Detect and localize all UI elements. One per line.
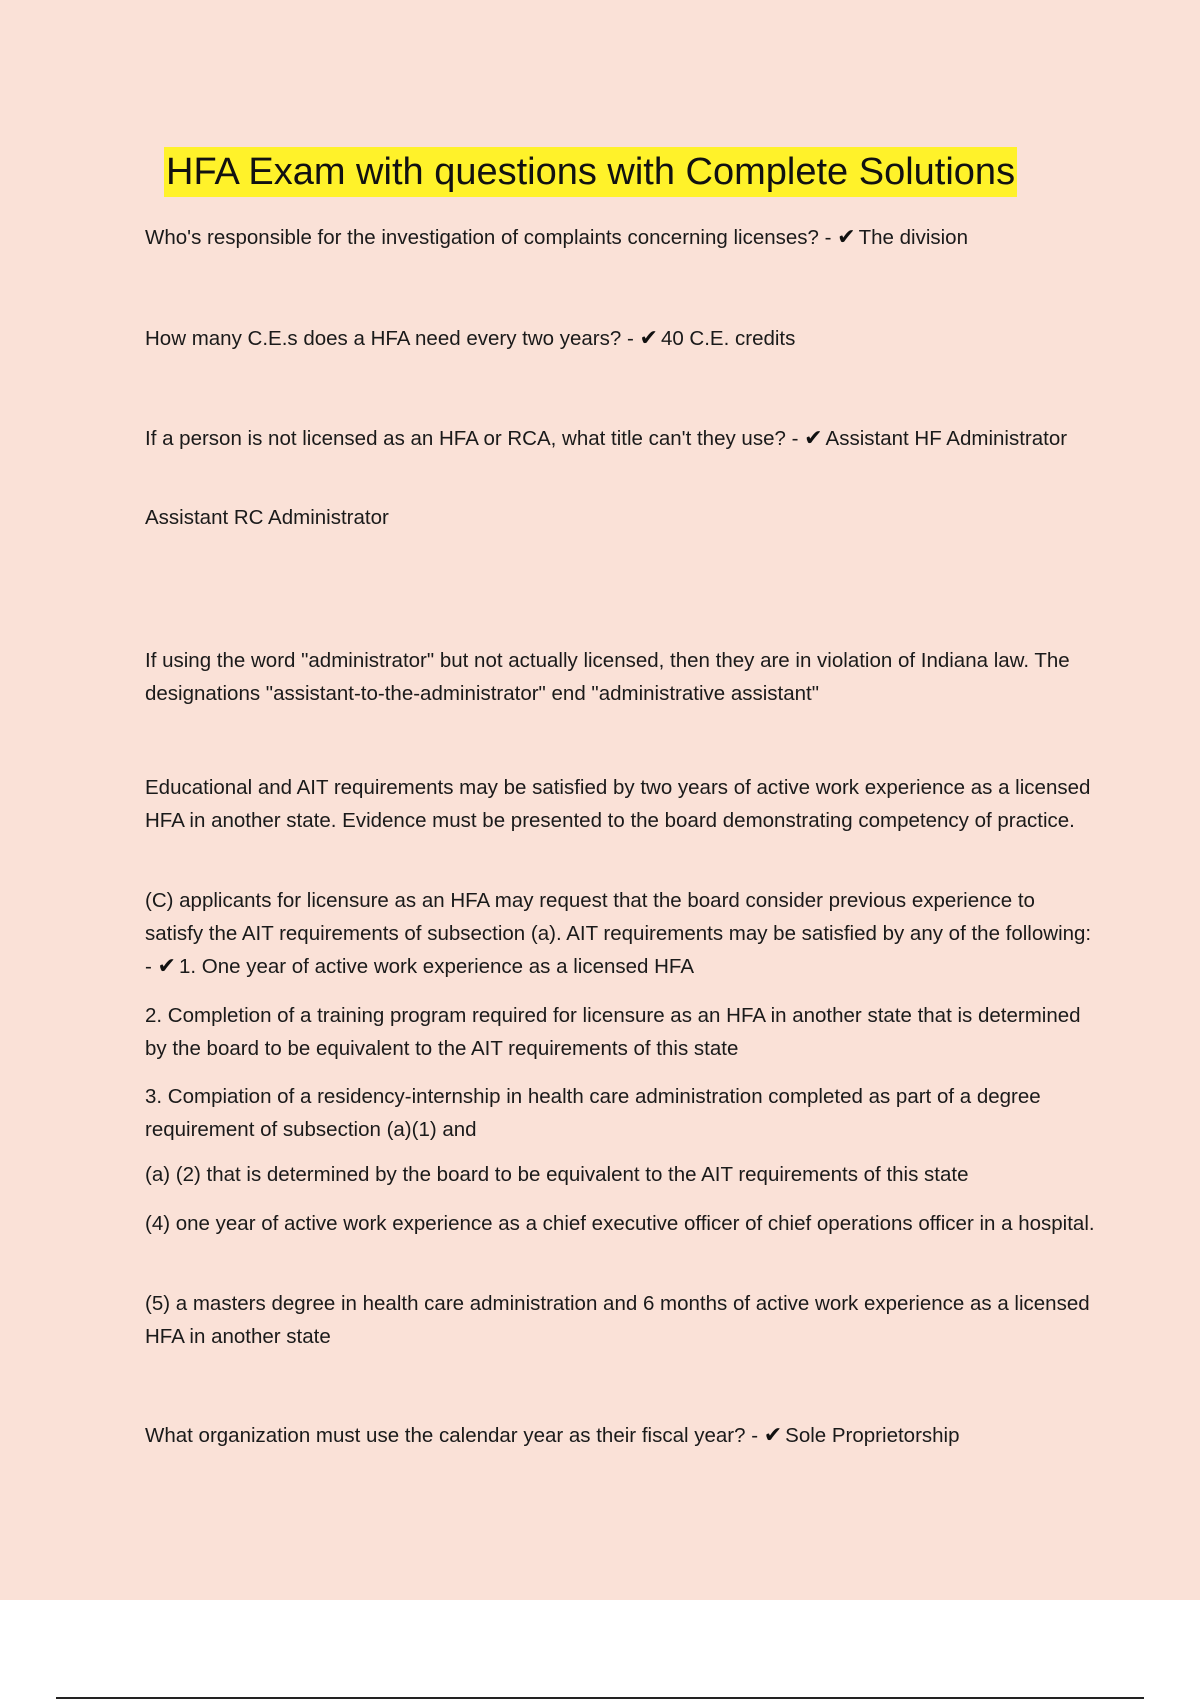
list-item-4: (4) one year of active work experience as a chief executive officer of chief operations officer in a hospital. xyxy=(145,1212,1095,1235)
qa-item-1 xyxy=(145,221,1095,255)
paragraph-educational: Educational and AIT requirements may be satisfied by two years of active work experience as a licensed HFA in another state. Evidence must be presented to the board demonstrating competency of practice. xyxy=(145,776,1091,832)
question-text: How many C.E.s does a HFA need every two years? - xyxy=(145,327,640,350)
question-text: If a person is not licensed as an HFA or RCA, what title can't they use? - xyxy=(145,427,805,450)
footer-divider xyxy=(56,1697,1144,1699)
question-text: Who's responsible for the investigation of complaints concerning licenses? - xyxy=(145,226,838,249)
question-text: (C) applicants for licensure as an HFA may request that the board consider previous experience to satisfy the AIT requirements of subsection (a). AIT requirements may be satisfied by any of the following: - xyxy=(145,889,1092,978)
list-item-a2: (a) (2) that is determined by the board to be equivalent to the AIT requirements of this state xyxy=(145,1163,969,1186)
answer-text: Sole Proprietorship xyxy=(785,1424,960,1447)
qa-item-last xyxy=(145,1419,1095,1453)
checkmark-icon: ✔ xyxy=(837,224,856,249)
page-title: HFA Exam with questions with Complete Solutions xyxy=(164,147,1017,197)
list-item-3: 3. Compiation of a residency-internship in health care administration completed as part of a degree requirement of subsection (a)(1) and xyxy=(145,1085,1041,1141)
paragraph-administrator-word: If using the word "administrator" but not actually licensed, then they are in violation of Indiana law. The designations "assistant-to-the-administrator" end "administrative assistant" xyxy=(145,649,1070,705)
list-item-5: (5) a masters degree in health care administration and 6 months of active work experience as a licensed HFA in another state xyxy=(145,1292,1090,1348)
qa-item-applicants xyxy=(145,885,1095,984)
answer-text: Assistant HF Administrator xyxy=(825,427,1068,450)
answer-text: 40 C.E. credits xyxy=(660,327,796,350)
checkmark-icon: ✔ xyxy=(157,953,176,978)
question-text: What organization must use the calendar year as their fiscal year? - xyxy=(145,1424,764,1447)
answer-text: The division xyxy=(858,226,968,249)
list-item-2: 2. Completion of a training program required for licensure as an HFA in another state that is determined by the board to be equivalent to the AIT requirements of this state xyxy=(145,1004,1081,1060)
qa-item-2 xyxy=(145,322,1095,356)
checkmark-icon: ✔ xyxy=(804,425,823,450)
paragraph-assistant-rc: Assistant RC Administrator xyxy=(145,506,389,529)
qa-item-3 xyxy=(145,422,1095,456)
checkmark-icon: ✔ xyxy=(639,325,658,350)
checkmark-icon: ✔ xyxy=(763,1422,783,1447)
answer-text: 1. One year of active work experience as a licensed HFA xyxy=(178,955,695,978)
